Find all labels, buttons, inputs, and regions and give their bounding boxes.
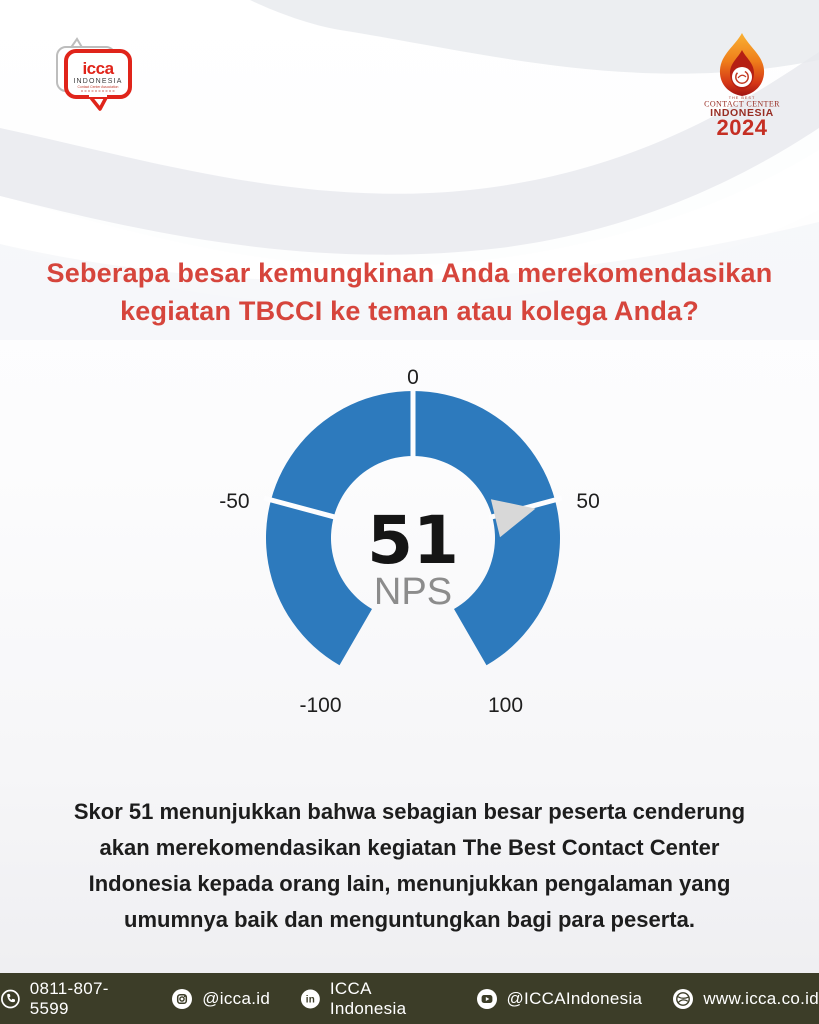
- youtube-icon: [476, 988, 498, 1010]
- footer-youtube-label: @ICCAIndonesia: [506, 988, 643, 1008]
- svg-text:in: in: [305, 994, 316, 1006]
- event-logo-line3: INDONESIA: [710, 107, 774, 119]
- svg-text:-100: -100: [299, 694, 342, 718]
- footer-linkedin-label: ICCA Indonesia: [329, 978, 407, 1018]
- svg-text:0: 0: [407, 366, 419, 389]
- event-logo-year: 2024: [716, 115, 768, 138]
- event-logo-line2: CONTACT CENTER: [704, 99, 780, 109]
- svg-text:-50: -50: [219, 489, 250, 513]
- gauge-svg: [193, 356, 633, 728]
- footer-item-whatsapp[interactable]: [0, 979, 141, 1019]
- footer: [0, 973, 819, 1024]
- svg-text:51: 51: [367, 502, 459, 579]
- event-2024-logo: [700, 32, 784, 138]
- footer-instagram-label: @icca.id: [202, 988, 271, 1008]
- icca-logo-tagline: Contact Center Association: [77, 85, 119, 89]
- footer-website-label: www.icca.co.id: [703, 988, 819, 1008]
- icca-logo-name: icca: [82, 59, 114, 78]
- footer-item-website[interactable]: [672, 988, 819, 1010]
- flame-icon: [720, 33, 764, 96]
- footer-item-linkedin[interactable]: [300, 979, 445, 1019]
- icca-logo-country: INDONESIA: [73, 78, 123, 85]
- linkedin-icon: [300, 988, 321, 1010]
- instagram-icon: [171, 988, 193, 1010]
- svg-text:100: 100: [487, 694, 524, 718]
- icca-logo: [50, 36, 142, 112]
- footer-whatsapp-label: 0811-807-5599: [29, 978, 109, 1018]
- svg-text:NPS: NPS: [373, 571, 453, 613]
- whatsapp-icon: [0, 988, 21, 1010]
- globe-icon: [672, 988, 694, 1010]
- footer-item-instagram[interactable]: [171, 988, 270, 1010]
- summary-text: Skor 51 menunjukkan bahwa sebagian besar peserta cenderung akan merekomendasikan kegiatan The Best Contact Center Indonesia kepada orang lain, menunjukkan pengalaman yang umumnya baik dan menguntungkan bagi para peserta.: [73, 799, 746, 932]
- footer-item-youtube[interactable]: [476, 988, 643, 1010]
- question-heading: Seberapa besar kemungkinan Anda merekomendasikan kegiatan TBCCI ke teman atau kolega Anda?: [46, 258, 773, 327]
- svg-text:50: 50: [576, 489, 600, 513]
- event-logo-line1: THE BEST: [728, 96, 756, 100]
- nps-gauge-chart: [193, 356, 633, 728]
